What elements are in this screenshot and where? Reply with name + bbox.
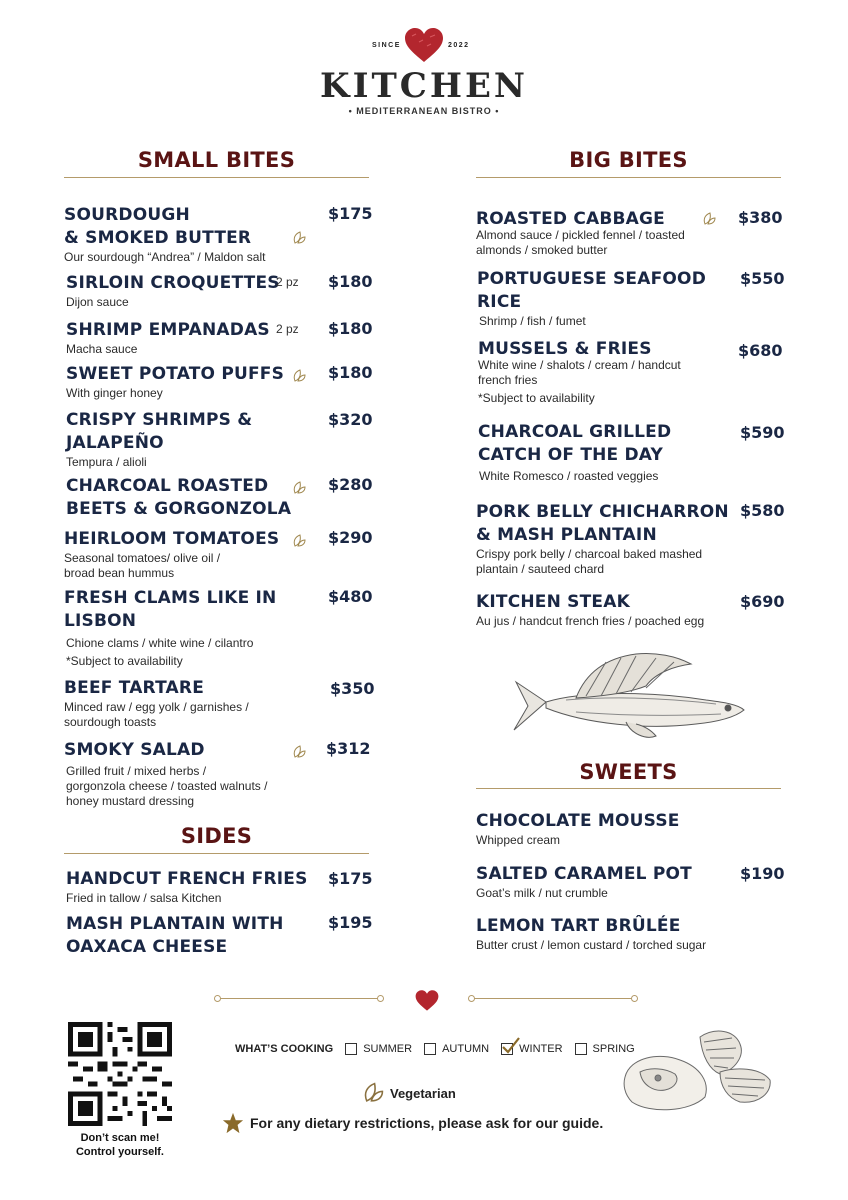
season-checkbox-summer[interactable] (345, 1043, 357, 1055)
item-name: SALTED CARAMEL POT (476, 864, 692, 884)
vegetarian-leaf-icon (292, 231, 306, 245)
menu-item-portuguese-seafood-rice (477, 268, 706, 329)
item-name: CHOCOLATE MOUSSE (476, 811, 680, 831)
since-year: 2022 (448, 42, 470, 49)
menu-item-shrimp-empanadas (66, 319, 270, 357)
item-quantity: 2 pz (276, 322, 299, 336)
item-description: Whipped cream (476, 833, 561, 847)
item-description-line2: gorgonzola cheese / toasted walnuts / (66, 779, 268, 793)
item-note: *Subject to availability (478, 391, 595, 405)
menu-item-sweet-potato-puffs (66, 363, 284, 401)
divider-dot (631, 995, 638, 1002)
menu-item-lemon-tart (476, 915, 706, 953)
item-price: $180 (328, 363, 373, 382)
restaurant-tagline: • MEDITERRANEAN BISTRO • (348, 106, 500, 116)
item-name: HEIRLOOM TOMATOES (64, 529, 280, 549)
item-name: LEMON TART BRÛLÉE (476, 916, 681, 936)
season-checkbox-winter[interactable] (501, 1043, 513, 1055)
menu-item-roasted-cabbage (476, 208, 685, 258)
item-name-line2: OAXACA CHEESE (66, 937, 228, 957)
item-name-line2: CATCH OF THE DAY (478, 445, 664, 465)
vegetarian-leaf-icon (292, 534, 306, 548)
season-label-spring: SPRING (592, 1043, 635, 1055)
oyster-illustration (620, 1022, 780, 1122)
item-price: $480 (328, 587, 373, 606)
item-name-line2: & SMOKED BUTTER (64, 228, 252, 248)
vegetarian-leaf-icon (292, 481, 306, 495)
whats-cooking-row (235, 1043, 641, 1055)
vegetarian-legend (362, 1082, 456, 1104)
vegetarian-leaf-icon (702, 212, 716, 226)
item-description-line3: honey mustard dressing (66, 794, 195, 808)
menu-item-handcut-fries (66, 868, 308, 906)
item-name: SHRIMP EMPANADAS (66, 320, 270, 340)
divider-dot (214, 995, 221, 1002)
sweets-rule (476, 788, 781, 789)
item-description-line2: french fries (478, 373, 538, 387)
divider-line-left (218, 998, 380, 999)
sides-title: SIDES (180, 824, 253, 848)
menu-item-salted-caramel-pot (476, 863, 692, 901)
item-description: Macha sauce (66, 342, 138, 356)
item-name: BEEF TARTARE (64, 678, 205, 698)
menu-item-chocolate-mousse (476, 810, 680, 848)
item-quantity: 2 pz (276, 275, 299, 289)
item-name: PORTUGUESE SEAFOOD (477, 269, 707, 289)
item-name: PORK BELLY CHICHARRON (476, 502, 729, 522)
item-name: HANDCUT FRENCH FRIES (66, 869, 308, 889)
item-description: Almond sauce / pickled fennel / toasted (476, 228, 685, 242)
item-price: $180 (328, 272, 373, 291)
item-description: Butter crust / lemon custard / torched sugar (476, 938, 707, 952)
item-description: Minced raw / egg yolk / garnishes / (64, 700, 249, 714)
checkmark-icon (501, 1037, 521, 1055)
menu-item-pork-belly (476, 501, 729, 577)
item-description: Chione clams / white wine / cilantro (66, 636, 254, 650)
star-icon (222, 1112, 244, 1134)
sweets-title: SWEETS (579, 760, 678, 784)
divider-dot (468, 995, 475, 1002)
divider-dot (377, 995, 384, 1002)
qr-caption-line2: Control yourself. (75, 1146, 164, 1158)
item-name: ROASTED CABBAGE (476, 209, 665, 229)
item-name-line2: & MASH PLANTAIN (476, 525, 657, 545)
item-price: $290 (328, 528, 373, 547)
item-name-line2: RICE (477, 292, 522, 312)
menu-item-fresh-clams (64, 587, 276, 669)
big-bites-rule (476, 177, 781, 178)
item-name: SOURDOUGH (64, 205, 190, 225)
menu-item-beef-tartare (64, 677, 249, 730)
item-description: With ginger honey (66, 386, 163, 400)
item-price: $680 (738, 341, 783, 360)
menu-item-sirloin-croquettes (66, 272, 280, 310)
item-name: CHARCOAL GRILLED (478, 422, 672, 442)
item-description: Crispy pork belly / charcoal baked mashed (476, 547, 703, 561)
restaurant-name: KITCHEN (320, 66, 528, 106)
flying-fish-illustration (506, 652, 750, 744)
item-price: $175 (328, 204, 373, 223)
season-checkbox-spring[interactable] (575, 1043, 587, 1055)
item-description-line2: almonds / smoked butter (476, 243, 608, 257)
item-price: $550 (740, 269, 785, 288)
qr-code[interactable] (68, 1022, 172, 1126)
whats-cooking-label: WHAT’S COOKING (235, 1043, 334, 1055)
item-description: Shrimp / fish / fumet (479, 314, 586, 328)
item-name: CHARCOAL ROASTED (66, 476, 269, 496)
item-description: Au jus / handcut french fries / poached egg (476, 614, 705, 628)
item-description-line2: broad bean hummus (64, 566, 175, 580)
item-name: CRISPY SHRIMPS & (66, 410, 253, 430)
menu-item-roasted-beets (66, 475, 291, 521)
menu-item-heirloom-tomatoes (64, 528, 279, 581)
item-note: *Subject to availability (66, 654, 183, 668)
item-price: $312 (326, 739, 371, 758)
vegetarian-leaf-icon (292, 369, 306, 383)
vegetarian-leaf-icon (362, 1082, 384, 1104)
item-price: $580 (740, 501, 785, 520)
item-price: $195 (328, 913, 373, 932)
item-price: $190 (740, 864, 785, 883)
item-description: Fried in tallow / salsa Kitchen (66, 891, 222, 905)
item-description: Dijon sauce (66, 295, 129, 309)
item-name: FRESH CLAMS LIKE IN (64, 588, 277, 608)
item-name: MUSSELS & FRIES (478, 339, 652, 359)
sides-rule (64, 853, 369, 854)
menu-item-kitchen-steak (476, 591, 704, 629)
qr-caption-line1: Don’t scan me! (80, 1132, 160, 1144)
item-description: Tempura / alioli (66, 455, 147, 469)
item-price: $280 (328, 475, 373, 494)
item-description: White wine / shalots / cream / handcut (478, 358, 681, 372)
big-bites-title: BIG BITES (569, 148, 688, 172)
since-label: SINCE (372, 42, 401, 49)
qr-caption (50, 1131, 190, 1159)
item-name: KITCHEN STEAK (476, 592, 630, 612)
item-price: $320 (328, 410, 373, 429)
item-price: $175 (328, 869, 373, 888)
item-description: Grilled fruit / mixed herbs / (66, 764, 207, 778)
item-description: Goat’s milk / nut crumble (476, 886, 608, 900)
item-name: MASH PLANTAIN WITH (66, 914, 284, 934)
item-name-line2: JALAPEÑO (66, 433, 164, 453)
season-label-autumn: AUTUMN (442, 1043, 490, 1055)
small-bites-title: SMALL BITES (137, 148, 296, 172)
dietary-note-text: For any dietary restrictions, please ask for our guide. (250, 1115, 604, 1131)
item-name-line2: LISBON (64, 611, 137, 631)
divider-line-right (472, 998, 634, 999)
dietary-note (222, 1112, 603, 1134)
heart-icon (415, 990, 439, 1012)
item-price: $180 (328, 319, 373, 338)
item-price: $380 (738, 208, 783, 227)
item-price: $350 (330, 679, 375, 698)
vegetarian-leaf-icon (292, 745, 306, 759)
season-checkbox-autumn[interactable] (424, 1043, 436, 1055)
vegetarian-label: Vegetarian (390, 1085, 456, 1101)
menu-item-catch-of-the-day (478, 421, 671, 484)
item-description: White Romesco / roasted veggies (479, 469, 659, 483)
item-description: Seasonal tomatoes/ olive oil / (64, 551, 221, 565)
item-name: SIRLOIN CROQUETTES (66, 273, 280, 293)
season-label-summer: SUMMER (363, 1043, 413, 1055)
small-bites-rule (64, 177, 369, 178)
item-description: Our sourdough “Andrea” / Maldon salt (64, 250, 266, 264)
menu-item-mussels-fries (478, 338, 681, 406)
item-description-line2: sourdough toasts (64, 715, 157, 729)
season-label-winter: WINTER (519, 1043, 563, 1055)
menu-item-sourdough (64, 204, 265, 265)
item-price: $590 (740, 423, 785, 442)
item-price: $690 (740, 592, 785, 611)
item-name: SWEET POTATO PUFFS (66, 364, 285, 384)
menu-item-smoky-salad (64, 739, 267, 809)
item-name: SMOKY SALAD (64, 740, 205, 760)
menu-item-crispy-shrimps (66, 409, 252, 470)
item-description-line2: plantain / sauteed chard (476, 562, 605, 576)
heart-logo-icon (404, 28, 444, 64)
menu-item-mash-plantain (66, 913, 284, 959)
item-name-line2: BEETS & GORGONZOLA (66, 499, 292, 519)
